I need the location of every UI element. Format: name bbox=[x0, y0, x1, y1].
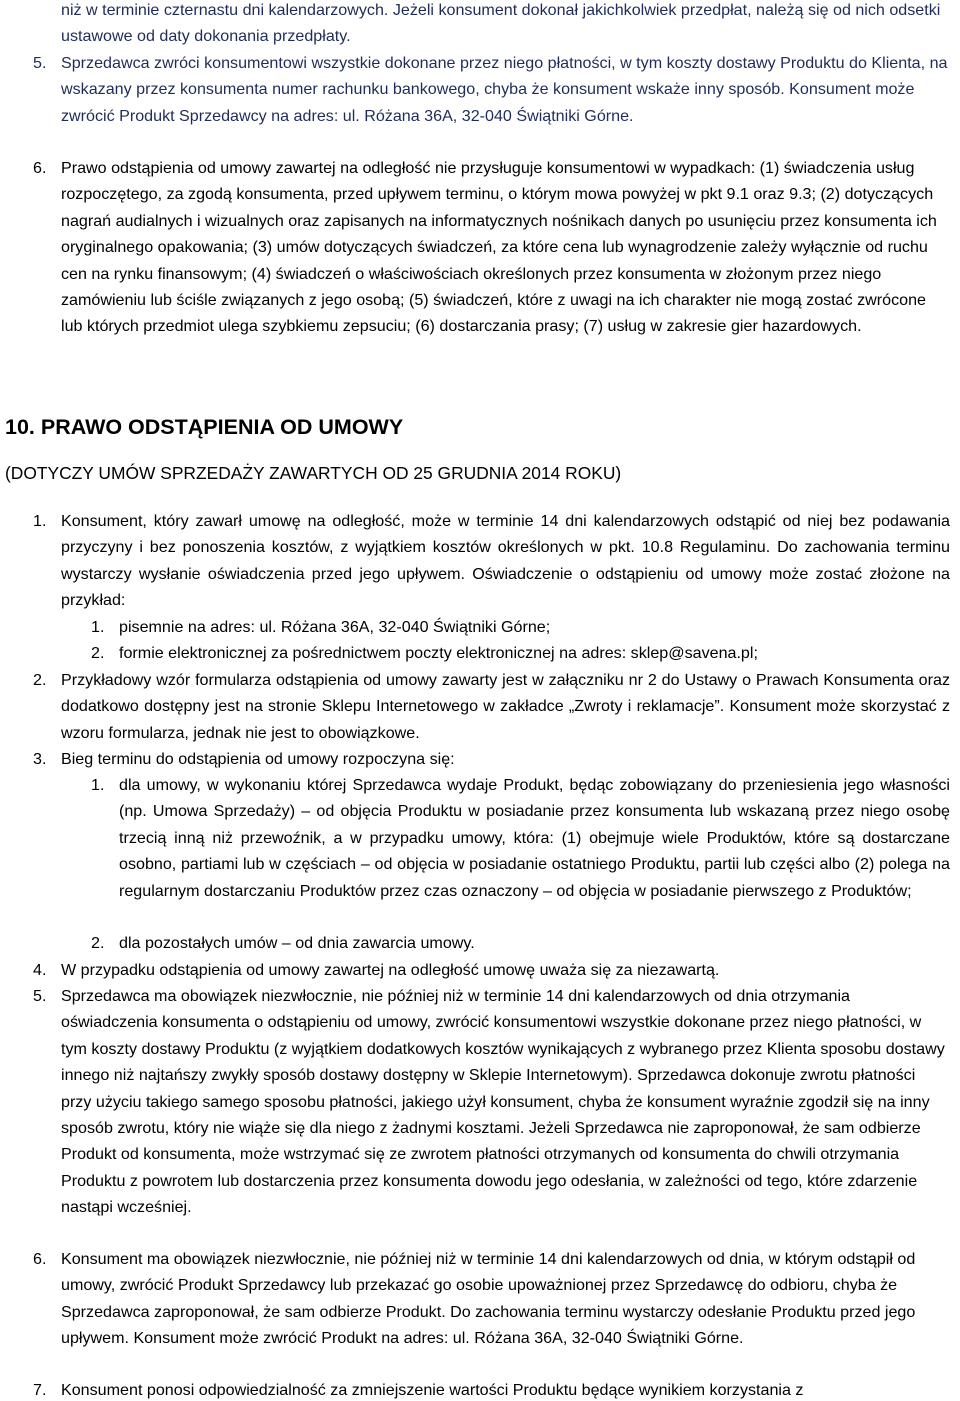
list-number: 6. bbox=[33, 159, 47, 177]
sub-list-number: 2. bbox=[91, 644, 105, 662]
sub-list-number: 1. bbox=[91, 776, 105, 794]
list-number: 5. bbox=[33, 987, 47, 1005]
sub-paragraph-text: pisemnie na adres: ul. Różana 36A, 32-040 Świątniki Górne; bbox=[119, 618, 551, 636]
sub-list-number: 2. bbox=[91, 934, 105, 952]
list-number: 1. bbox=[33, 512, 47, 530]
paragraph-text: W przypadku odstąpienia od umowy zawartej na odległość umowę uważa się za niezawartą. bbox=[61, 961, 720, 979]
paragraph-text: Bieg terminu do odstąpienia od umowy rozpoczyna się: bbox=[61, 750, 455, 768]
list-number: 7. bbox=[33, 1381, 47, 1399]
paragraph-text: Przykładowy wzór formularza odstąpienia od umowy zawarty jest w załączniku nr 2 do Ustawy o Prawach Konsumenta oraz dodatkowo dostępny jest na stronie Sklepu Internetowego w zakładce „Zwroty i reklamacje”. Konsument może skorzystać z wzoru formularza, jednak nie jest to obowiązkowe. bbox=[61, 671, 950, 742]
section-subheading: (DOTYCZY UMÓW SPRZEDAŻY ZAWARTYCH OD 25 GRUDNIA 2014 ROKU) bbox=[5, 463, 622, 483]
paragraph-text: Konsument ma obowiązek niezwłocznie, nie później niż w terminie 14 dni kalendarzowych od dnia, w którym odstąpił od umowy, zwrócić Produkt Sprzedawcy lub przekazać go osobie upoważnionej przez Sprzedawcę do odbioru, chyba że Sprzedawca zaproponował, że sam odbierze Produkt. Do zachowania terminu wystarczy odesłanie Produktu przed jego upływem. Konsument może zwrócić Produkt na adres: ul. Różana 36A, 32-040 Świątniki Górne. bbox=[61, 1250, 916, 1348]
sub-paragraph-text: dla umowy, w wykonaniu której Sprzedawca wydaje Produkt, będąc zobowiązany do przeniesienia jego własności (np. Umowa Sprzedaży) – od objęcia Produktu w posiadanie przez konsumenta lub wskazaną przez niego osobę trzecią inną niż przewoźnik, a w przypadku umowy, która: (1) obejmuje wiele Produktów, które są dostarczane osobno, partiami lub w częściach – od objęcia w posiadanie ostatniego Produktu, partii lub części albo (2) polega na regularnym dostarczaniu Produktów przez czas oznaczony – od objęcia w posiadanie pierwszego z Produktów; bbox=[119, 776, 950, 900]
paragraph-text: Sprzedawca zwróci konsumentowi wszystkie dokonane przez niego płatności, w tym koszty dostawy Produktu do Klienta, na wskazany przez konsumenta numer rachunku bankowego, chyba że konsument wskaże inny sposób. Konsument może zwrócić Produkt Sprzedawcy na adres: ul. Różana 36A, 32-040 Świątniki Górne. bbox=[61, 54, 948, 125]
sub-paragraph-text: formie elektronicznej za pośrednictwem poczty elektronicznej na adres: sklep@savena.pl; bbox=[119, 644, 758, 662]
paragraph-text: Prawo odstąpienia od umowy zawartej na odległość nie przysługuje konsumentowi w wypadkach: (1) świadczenia usług rozpoczętego, za zgodą konsumenta, przed upływem terminu, o którym mowa powyżej w pkt 9.1 oraz 9.3; (2) dotyczących nagrań audialnych i wizualnych oraz zapisanych na informatycznych nośnikach danych po usunięciu przez konsumenta ich oryginalnego opakowania; (3) umów dotyczących świadczeń, za które cena lub wynagrodzenie zależy wyłącznie od ruchu cen na rynku finansowym; (4) świadczeń o właściwościach określonych przez konsumenta w złożonym przez niego zamówieniu lub ściśle związanych z jego osobą; (5) świadczeń, które z uwagi na ich charakter nie mogą zostać zwrócone lub których przedmiot ulega szybkiemu zepsuciu; (6) dostarczania prasy; (7) usług w zakresie gier hazardowych. bbox=[61, 159, 937, 336]
list-number: 4. bbox=[33, 961, 47, 979]
paragraph-text: Konsument, który zawarł umowę na odległość, może w terminie 14 dni kalendarzowych odstąpić od niej bez podawania przyczyny i bez ponoszenia kosztów, z wyjątkiem kosztów określonych w pkt. 10.8 Regulaminu. Do zachowania terminu wystarczy wysłanie oświadczenia przed jego upływem. Oświadczenie o odstąpieniu od umowy może zostać złożone na przykład: bbox=[61, 512, 950, 610]
section-heading: 10. PRAWO ODSTĄPIENIA OD UMOWY bbox=[5, 415, 404, 439]
sub-list-number: 1. bbox=[91, 618, 105, 636]
sub-paragraph-text: dla pozostałych umów – od dnia zawarcia umowy. bbox=[119, 934, 475, 952]
paragraph-text: Konsument ponosi odpowiedzialność za zmniejszenie wartości Produktu będące wynikiem korzystania z bbox=[61, 1381, 804, 1399]
list-number: 5. bbox=[33, 54, 47, 72]
paragraph-text: Sprzedawca ma obowiązek niezwłocznie, nie później niż w terminie 14 dni kalendarzowych od dnia otrzymania oświadczenia konsumenta o odstąpieniu od umowy, zwrócić konsumentowi wszystkie dokonane przez niego płatności, w tym koszty dostawy Produktu (z wyjątkiem dodatkowych kosztów wynikających z wybranego przez Klienta sposobu dostawy innego niż najtańszy zwykły sposób dostawy dostępny w Sklepie Internetowym). Sprzedawca dokonuje zwrotu płatności przy użyciu takiego samego sposobu płatności, jakiego użył konsument, chyba że konsument wyraźnie zgodził się na inny sposób zwrotu, który nie wiąże się dla niego z żadnymi kosztami. Jeżeli Sprzedawca nie zaproponował, że sam odbierze Produkt od konsumenta, może wstrzymać się ze zwrotem płatności otrzymanych od konsumenta do chwili otrzymania Produktu z powrotem lub dostarczenia przez konsumenta dowodu jego odesłania, w zależności od tego, które zdarzenie nastąpi wcześniej. bbox=[61, 987, 945, 1217]
list-number: 2. bbox=[33, 671, 47, 689]
list-number: 6. bbox=[33, 1250, 47, 1268]
paragraph-text: niż w terminie czternastu dni kalendarzowych. Jeżeli konsument dokonał jakichkolwiek przedpłat, należą się od nich odsetki ustawowe od daty dokonania przedpłaty. bbox=[61, 1, 941, 46]
list-number: 3. bbox=[33, 750, 47, 768]
